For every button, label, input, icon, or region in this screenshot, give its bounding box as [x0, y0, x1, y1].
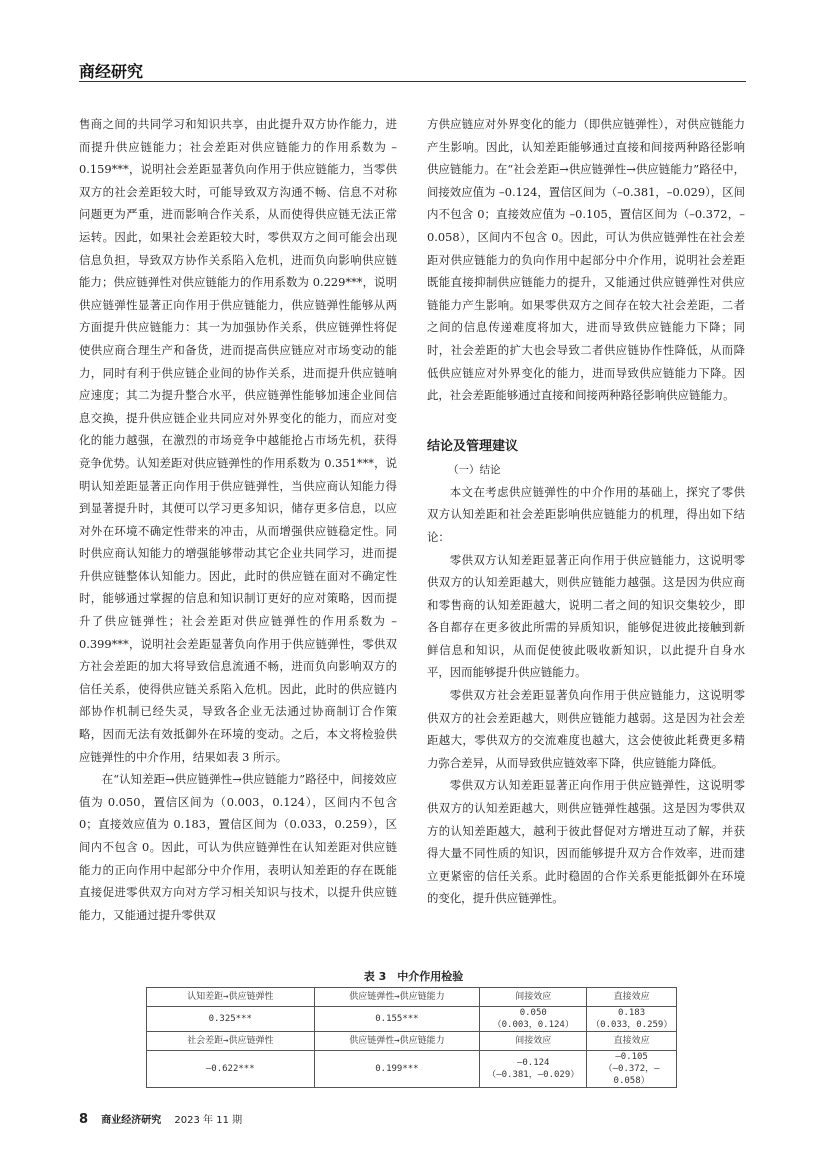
table-cell: 0.199*** [314, 1051, 480, 1088]
table-cell: 间接效应 [480, 1032, 587, 1051]
table-cell: 供应链弹性→供应链能力 [314, 988, 480, 1007]
body-paragraph: 零供双方认知差距显著正向作用于供应链弹性，这说明零供双方的认知差距越大，则供应链弹性越强。这是因为零供双方的认知差距越大，越利于彼此督促对方增进互动了解，并获得大量不同性质的知识，因而能够提升双方合作效率，进而建立更紧密的信任关系。此时稳固的合作关系更能抵御外在环境的变化，提升供应链弹性。 [427, 778, 745, 906]
section-heading: 结论及管理建议 [427, 438, 519, 454]
right-text-column [427, 113, 745, 910]
sub-heading: （一）结论 [448, 463, 501, 476]
table-cell: 社会差距→供应链弹性 [147, 1032, 315, 1051]
page-number: 8 [79, 1112, 89, 1127]
body-paragraph: 本文在考虑供应链弹性的中介作用的基础上，探究了零供双方认知差距和社会差距影响供应链能力的机理，得出如下结论： [427, 484, 745, 544]
journal-header-title: 商经研究 [79, 62, 144, 81]
left-text-column [79, 113, 397, 926]
table-header-row [147, 988, 677, 1007]
page-footer [79, 1111, 242, 1127]
table-cell: 直接效应 [587, 988, 677, 1007]
table-caption: 表 3 中介作用检验 [363, 970, 464, 983]
table-cell: –0.622*** [147, 1051, 315, 1088]
mediation-table [146, 987, 677, 1088]
body-paragraph: 零供双方认知差距显著正向作用于供应链能力，这说明零供双方的认知差距越大，则供应链能力越强。这是因为供应商和零售商的认知差距越大，说明二者之间的知识交集较少，即各自都存在更多彼此所需的异质知识，能够促进彼此接触到新鲜信息和知识，从而促使彼此吸收新知识，以此提升自身水平，因而能够提升供应链能力。 [427, 552, 745, 680]
body-paragraph: 零供双方社会差距显著负向作用于供应链能力，这说明零供双方的社会差距越大，则供应链能力越弱。这是因为社会差距越大，零供双方的交流难度也越大，这会使彼此耗费更多精力弥合差异，从而导致供应链效率下降，供应链能力降低。 [427, 688, 745, 770]
table-cell: 间接效应 [480, 988, 587, 1007]
table-cell: 认知差距→供应链弹性 [147, 988, 315, 1007]
journal-name: 商业经济研究 [101, 1115, 162, 1126]
table-cell: 直接效应 [587, 1032, 677, 1051]
table-cell: –0.124 （–0.381，–0.029） [480, 1051, 587, 1088]
journal-issue: 2023 年 11 期 [174, 1115, 243, 1126]
body-paragraph: 方供应链应对外界变化的能力（即供应链弹性），对供应链能力产生影响。因此，认知差距能够通过直接和间接两种路径影响供应链能力。在“社会差距→供应链弹性→供应链能力”路径中，间接效应值为 –0.124，置信区间为（–0.381，–0.029），区间内不包含 0；直接效应值为 –0.105，置信区间为（–0.372，–0.058），区间内不包含 0。因此，可认为供应链弹性在社会差距对供应链能力的负向作用中起部分中介作用，说明社会差距既能直接抑制供应链能力的提升，又能通过供应链弹性对供应链能力产生影响。如果零供双方之间存在较大社会差距，二者之间的信息传递难度将加大，进而导致供应链能力下降；同时，社会差距的扩大也会导致二者供应链协作性降低，从而降低供应链应对外界变化的能力，进而导致供应链能力下降。因此，社会差距能够通过直接和间接两种路径影响供应链能力。 [427, 117, 745, 403]
table-cell: –0.105 （–0.372，–0.058） [587, 1051, 677, 1088]
header-divider [79, 81, 746, 82]
table-cell: 0.183 （0.033，0.259） [587, 1007, 677, 1032]
table-cell: 0.155*** [314, 1007, 480, 1032]
body-paragraph: 售商之间的共同学习和知识共享，由此提升双方协作能力，进而提升供应链能力；社会差距对供应链能力的作用系数为 –0.159***，说明社会差距显著负向作用于供应链能力，当零供双方的社会差距较大时，可能导致双方沟通不畅、信息不对称问题更为严重，进而影响合作关系，从而使得供应链无法正常运转。因此，如果社会差距较大时，零供双方之间可能会出现信息负担，导致双方协作关系陷入危机，进而负向影响供应链能力；供应链弹性对供应链能力的作用系数为 0.229***，说明供应链弹性显著正向作用于供应链能力，供应链弹性能够从两方面提升供应链能力：其一为加强协作关系，供应链弹性将促使供应商合理生产和备货，进而提高供应链应对市场变动的能力，同时有利于供应链企业间的协作关系，进而提升供应链响应速度；其二为提升整合水平，供应链弹性能够加速企业间信息交换，提升供应链企业共同应对外界变化的能力，而应对变化的能力越强，在激烈的市场竞争中越能抢占市场先机，获得竞争优势。认知差距对供应链弹性的作用系数为 0.351***，说明认知差距显著正向作用于供应链弹性，当供应商认知能力得到显著提升时，其便可以学习更多知识，储存更多信息，以应对外在环境不确定性带来的冲击，从而增强供应链稳定性。同时供应商认知能力的增强能够带动其它企业共同学习，进而提升供应链整体认知能力。因此，此时的供应链在面对不确定性时，能够通过掌握的信息和知识制订更好的应对策略，因而提升了供应链弹性；社会差距对供应链弹性的作用系数为 –0.399***，说明社会差距显著负向作用于供应链弹性，零供双方社会差距的加大将导致信息流通不畅，进而负向影响双方的信任关系，使得供应链关系陷入危机。因此，此时的供应链内部协作机制已经失灵，导致各企业无法通过协商制订合作策略，因而无法有效抵御外在环境的变动。之后，本文将检验供应链弹性的中介作用，结果如表 3 所示。 [79, 117, 397, 764]
table-cell: 0.325*** [147, 1007, 315, 1032]
table-row [147, 1007, 677, 1032]
body-paragraph: 在“认知差距→供应链弹性→供应链能力”路径中，间接效应值为 0.050，置信区间为（0.003，0.124），区间内不包含 0；直接效应值为 0.183，置信区间为（0.033，0.259），区间内不包含 0。因此，可认为供应链弹性在认知差距对供应链能力的正向作用中起部分中介作用，表明认知差距的存在既能直接促进零供双方向对方学习相关知识与技术，以提升供应链能力，又能通过提升零供双 [79, 772, 397, 922]
table-header-row [147, 1032, 677, 1051]
table-cell: 0.050 （0.003，0.124） [480, 1007, 587, 1032]
table-cell: 供应链弹性→供应链能力 [314, 1032, 480, 1051]
table-row [147, 1051, 677, 1088]
